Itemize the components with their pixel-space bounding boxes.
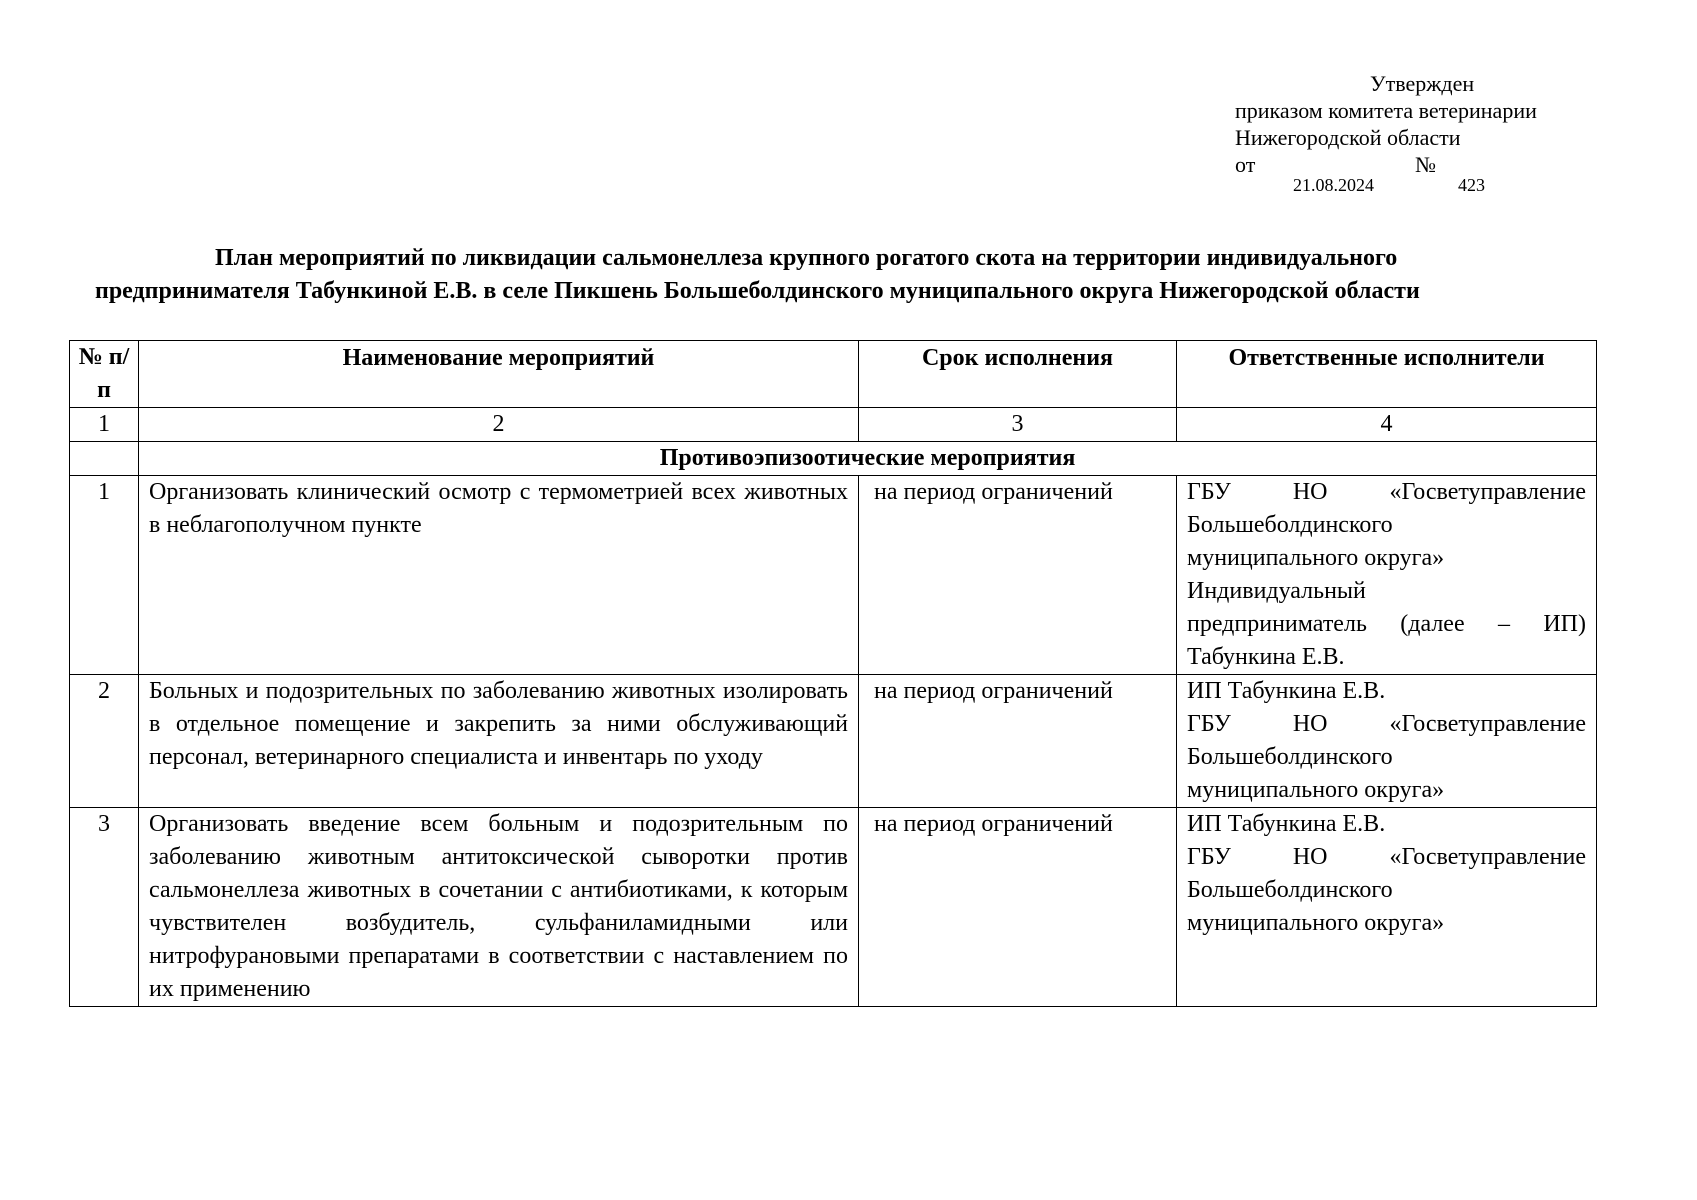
responsible-line: Индивидуальный (1187, 578, 1366, 604)
responsible-line: муниципального округа» (1187, 777, 1445, 803)
header-term: Срок исполнения (859, 341, 1177, 408)
column-number: 3 (859, 408, 1177, 442)
row-responsible (1177, 808, 1597, 1007)
responsible-line: Большеболдинского (1187, 877, 1393, 903)
column-number: 2 (139, 408, 859, 442)
column-number: 1 (70, 408, 139, 442)
row-activity: Организовать клинический осмотр с термометрией всех животных в неблагополучном пункте (139, 476, 859, 675)
header-num: № п/п (70, 341, 139, 408)
table-header-row (70, 341, 1597, 408)
responsible-line: ИП Табункина Е.В. (1187, 678, 1386, 704)
approval-stamp (1235, 70, 1615, 200)
table-row (70, 808, 1597, 1007)
responsible-line: Большеболдинского (1187, 744, 1393, 770)
responsible-line: Большеболдинского (1187, 512, 1393, 538)
responsible-line: муниципального округа» (1187, 545, 1445, 571)
approval-title: Утвержден (1370, 71, 1475, 96)
row-activity: Больных и подозрительных по заболеванию животных изолировать в отдельное помещение и закрепить за ними обслуживающий персонал, ветеринарного специалиста и инвентарь по уходу (139, 675, 859, 808)
row-term: на период ограничений (859, 675, 1177, 808)
approval-from-label: от (1235, 152, 1256, 177)
approval-fill-line (1235, 175, 1615, 200)
approval-number-label: № (1415, 152, 1436, 177)
document-title-line-2: предпринимателя Табункиной Е.В. в селе Пикшень Большеболдинского муниципального округа Нижегородской области (95, 278, 1420, 304)
document-title-line-1: План мероприятий по ликвидации сальмонеллеза крупного рогатого скота на территории индивидуального (215, 245, 1398, 271)
approval-number: 423 (1458, 175, 1485, 195)
responsible-line: предприниматель (далее – ИП) (1187, 611, 1586, 637)
header-responsible: Ответственные исполнители (1177, 341, 1597, 408)
column-number: 4 (1177, 408, 1597, 442)
row-number: 1 (70, 476, 139, 675)
responsible-line: ГБУ НО «Госветуправление (1187, 479, 1586, 505)
responsible-line: Табункина Е.В. (1187, 644, 1345, 670)
document-title (60, 242, 1650, 308)
row-number: 2 (70, 675, 139, 808)
row-responsible (1177, 476, 1597, 675)
plan-table (69, 340, 1597, 1007)
row-term: на период ограничений (859, 476, 1177, 675)
responsible-line: муниципального округа» (1187, 910, 1445, 936)
approval-date-line (1235, 151, 1615, 178)
row-activity: Организовать введение всем больным и подозрительным по заболеванию животным антитоксической сыворотки против сальмонеллеза животных в сочетании с антибиотиками, к которым чувствителен возбудитель, сульфаниламидными или нитрофурановыми препаратами в соответствии с наставлением по их применению (139, 808, 859, 1007)
header-name: Наименование мероприятий (139, 341, 859, 408)
section-empty-cell (70, 442, 139, 476)
responsible-line: ГБУ НО «Госветуправление (1187, 711, 1586, 737)
table-row (70, 476, 1597, 675)
column-numbers-row (70, 408, 1597, 442)
section-row (70, 442, 1597, 476)
approval-order-line: приказом комитета ветеринарии (1235, 98, 1537, 123)
approval-date: 21.08.2024 (1293, 175, 1374, 195)
section-title: Противоэпизоотические мероприятия (139, 442, 1597, 476)
responsible-line: ИП Табункина Е.В. (1187, 811, 1386, 837)
table-row (70, 675, 1597, 808)
row-number: 3 (70, 808, 139, 1007)
approval-region-line: Нижегородской области (1235, 125, 1461, 150)
responsible-line: ГБУ НО «Госветуправление (1187, 844, 1586, 870)
row-term: на период ограничений (859, 808, 1177, 1007)
row-responsible (1177, 675, 1597, 808)
